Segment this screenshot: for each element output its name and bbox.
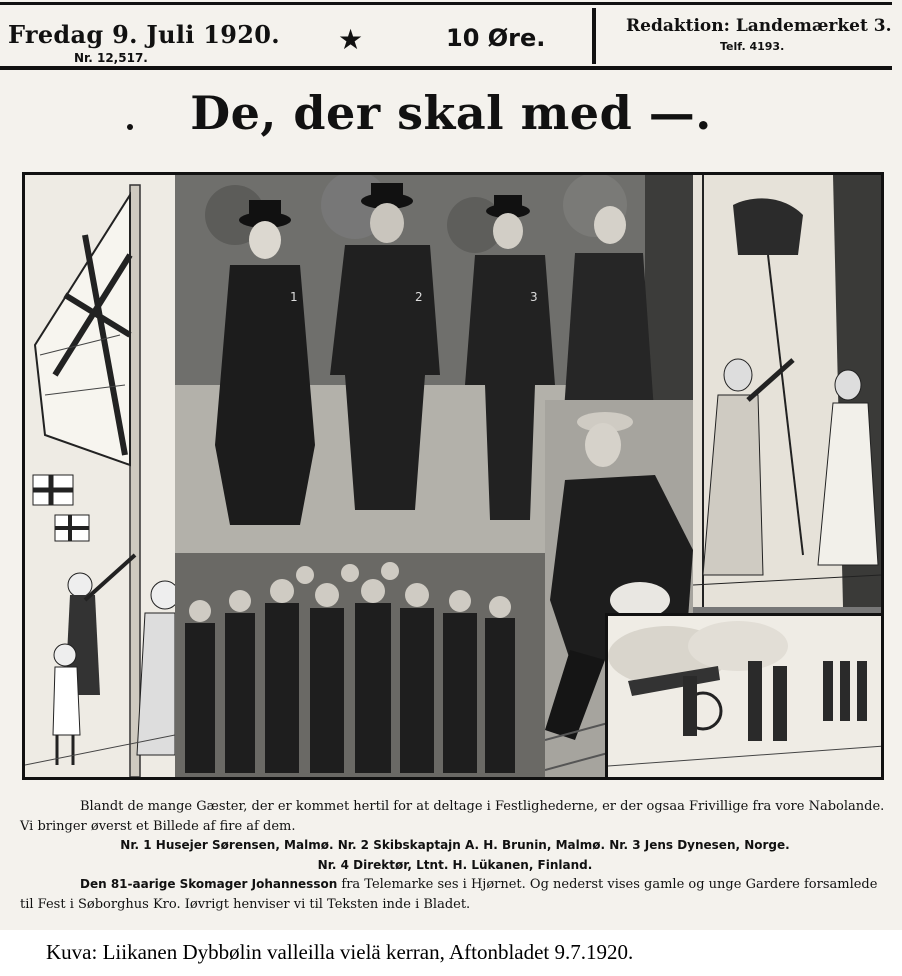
caption-intro: Blandt de mange Gæster, der er kommet hertil for at deltage i Festlighederne, er der ogsaa Frivillige fra vore Nabolande. Vi bringer øverst et Billede af fire af dem.	[20, 799, 885, 834]
masthead-redaktion: Redaktion: Landemærket 3.	[626, 16, 892, 36]
photo-label-3: 3	[530, 290, 538, 304]
photo-label-1: 1	[290, 290, 298, 304]
photo-caption	[20, 797, 890, 914]
masthead-top-rule	[0, 2, 892, 5]
image-credit: Kuva: Liikanen Dybbølin valleilla vielä kerran, Aftonbladet 9.7.1920.	[46, 940, 634, 964]
masthead-bottom-rule	[0, 66, 892, 70]
caption-shoemaker	[20, 875, 890, 914]
masthead-issue-number: Nr. 12,517.	[74, 51, 148, 65]
drawing-flag-raising	[25, 175, 175, 777]
photo-label-2: 2	[415, 290, 423, 304]
headline: De, der skal med —.	[190, 86, 712, 140]
caption-shoemaker-rest: fra Telemarke ses i Hjørnet. Og nederst vises gamle og unge Gardere forsamlede til Fest i Søborghus Kro. Iøvrigt henviser vi til Teksten inde i Bladet.	[20, 877, 878, 912]
photo-guards-soborghus-kro	[175, 553, 545, 777]
star-icon: ★	[338, 23, 364, 56]
masthead-telephone: Telf. 4193.	[720, 40, 785, 53]
masthead-price: 10 Øre.	[446, 24, 546, 52]
caption-names-line-1: Nr. 1 Husejer Sørensen, Malmø. Nr. 2 Skibskaptajn A. H. Brunin, Malmø. Nr. 3 Jens Dynesen, Norge.	[120, 838, 790, 852]
drawing-cannon-salute	[605, 613, 884, 780]
masthead-date: Fredag 9. Juli 1920.	[8, 20, 280, 49]
caption-shoemaker-name: Den 81-aarige Skomager Johannesson	[80, 877, 338, 891]
photo-collage	[22, 172, 884, 780]
drawing-bell-ringer	[693, 175, 881, 607]
masthead-divider	[592, 8, 596, 64]
caption-names-line-2: Nr. 4 Direktør, Ltnt. H. Lükanen, Finland.	[317, 857, 593, 872]
